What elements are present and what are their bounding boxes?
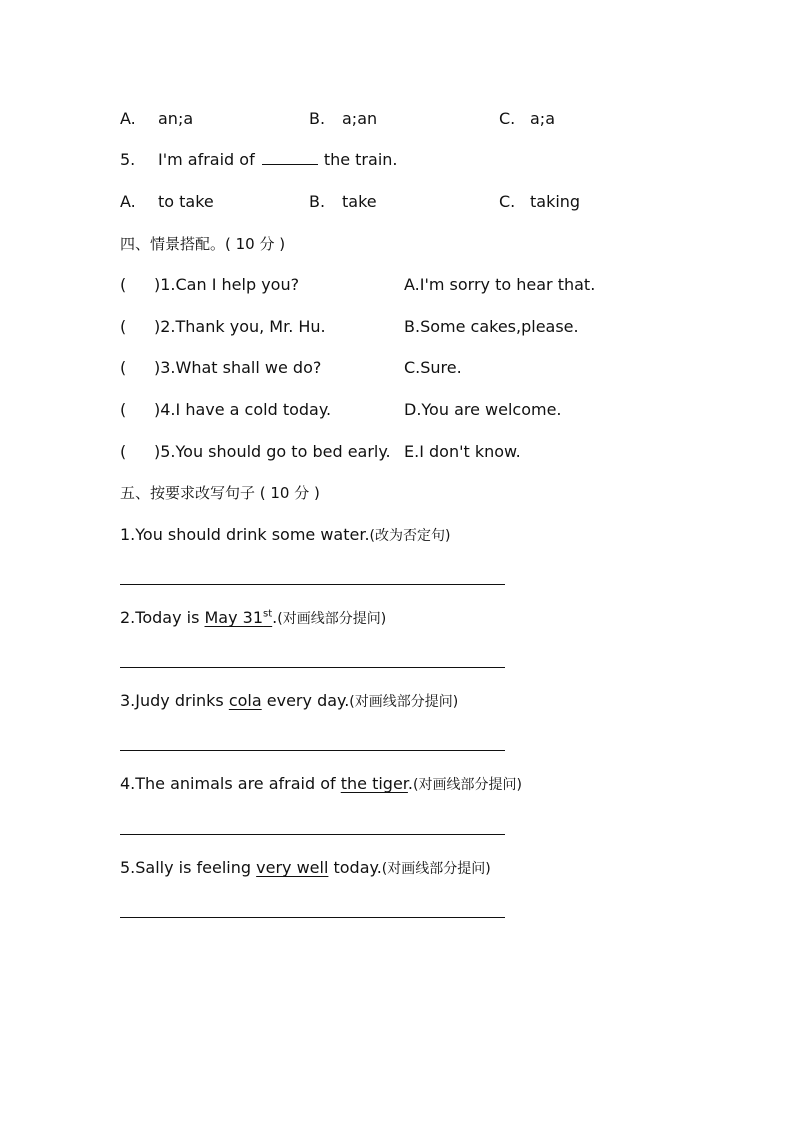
rewrite-3 [120,691,458,712]
answer-line-1[interactable] [120,584,505,585]
option-text: take [342,192,377,211]
option-text: to take [158,192,214,211]
match-right-d: D.You are welcome. [404,400,562,419]
question-5 [120,150,397,170]
sentence-text: today. [328,858,382,877]
option-text: a;an [342,109,378,128]
match-row-4 [120,400,331,420]
rewrite-4 [120,774,522,795]
answer-paren[interactable]: ( [120,358,127,377]
match-row-1 [120,275,299,295]
q4-option-b [309,109,377,129]
instruction-note: (对画线部分提问) [277,611,387,627]
match-left: )2.Thank you, Mr. Hu. [154,317,326,336]
q5-option-c [499,192,580,212]
sentence-text: every day. [261,691,350,710]
match-left: )3.What shall we do? [154,358,322,377]
rewrite-1 [120,525,450,546]
q5-option-a [120,192,214,212]
option-label: C. [499,192,516,211]
underlined-text: very well [256,858,329,877]
answer-paren[interactable]: ( [120,442,127,461]
sentence-text: 5.Sally is feeling [120,858,257,877]
option-label: A. [120,109,136,128]
match-left: )1.Can I help you? [154,275,300,294]
option-text: a;a [530,109,555,128]
answer-line-4[interactable] [120,834,505,835]
sentence-text: . [272,608,278,627]
instruction-note: (改为否定句) [369,528,451,544]
answer-blank[interactable] [262,150,318,165]
answer-paren[interactable]: ( [120,275,127,294]
match-right-b: B.Some cakes,please. [404,317,579,336]
answer-paren[interactable]: ( [120,317,127,336]
question-number: 5. [120,150,136,169]
sentence-text: 3.Judy drinks [120,691,229,710]
superscript: st [263,608,273,620]
option-text: taking [530,192,581,211]
option-label: B. [309,192,326,211]
option-label: B. [309,109,326,128]
option-label: C. [499,109,516,128]
match-left: )5.You should go to bed early. [154,442,391,461]
section5-title: 五、按要求改写句子 ( 10 分 ) [120,484,320,502]
match-row-5 [120,442,391,462]
answer-line-3[interactable] [120,750,505,751]
underlined-part [205,608,273,627]
underlined-text: the tiger [340,774,408,793]
answer-line-2[interactable] [120,667,505,668]
question-text: the train. [323,150,398,169]
answer-line-5[interactable] [120,917,505,918]
q5-option-b [309,192,377,212]
instruction-note: (对画线部分提问) [349,694,459,710]
rewrite-2 [120,608,386,629]
sentence-text: 2.Today is [120,608,205,627]
option-text: an;a [158,109,194,128]
underlined-text: cola [228,691,262,710]
match-row-2 [120,317,326,337]
section4-title: 四、情景搭配。( 10 分 ) [120,235,286,253]
sentence-text: . [407,774,413,793]
sentence-text: 4.The animals are afraid of [120,774,341,793]
q4-option-a [120,109,193,129]
instruction-note: (对画线部分提问) [381,861,491,877]
underlined-text: May 31 [204,608,264,627]
match-right-c: C.Sure. [404,358,462,377]
answer-paren[interactable]: ( [120,400,127,419]
option-label: A. [120,192,136,211]
q4-option-c [499,109,555,129]
match-right-e: E.I don't know. [404,442,521,461]
match-right-a: A.I'm sorry to hear that. [404,275,596,294]
instruction-note: (对画线部分提问) [413,777,522,793]
rewrite-5 [120,858,491,879]
question-text: I'm afraid of [158,150,255,169]
sentence-text: 1.You should drink some water. [120,525,370,544]
match-left: )4.I have a cold today. [154,400,332,419]
match-row-3 [120,358,321,378]
